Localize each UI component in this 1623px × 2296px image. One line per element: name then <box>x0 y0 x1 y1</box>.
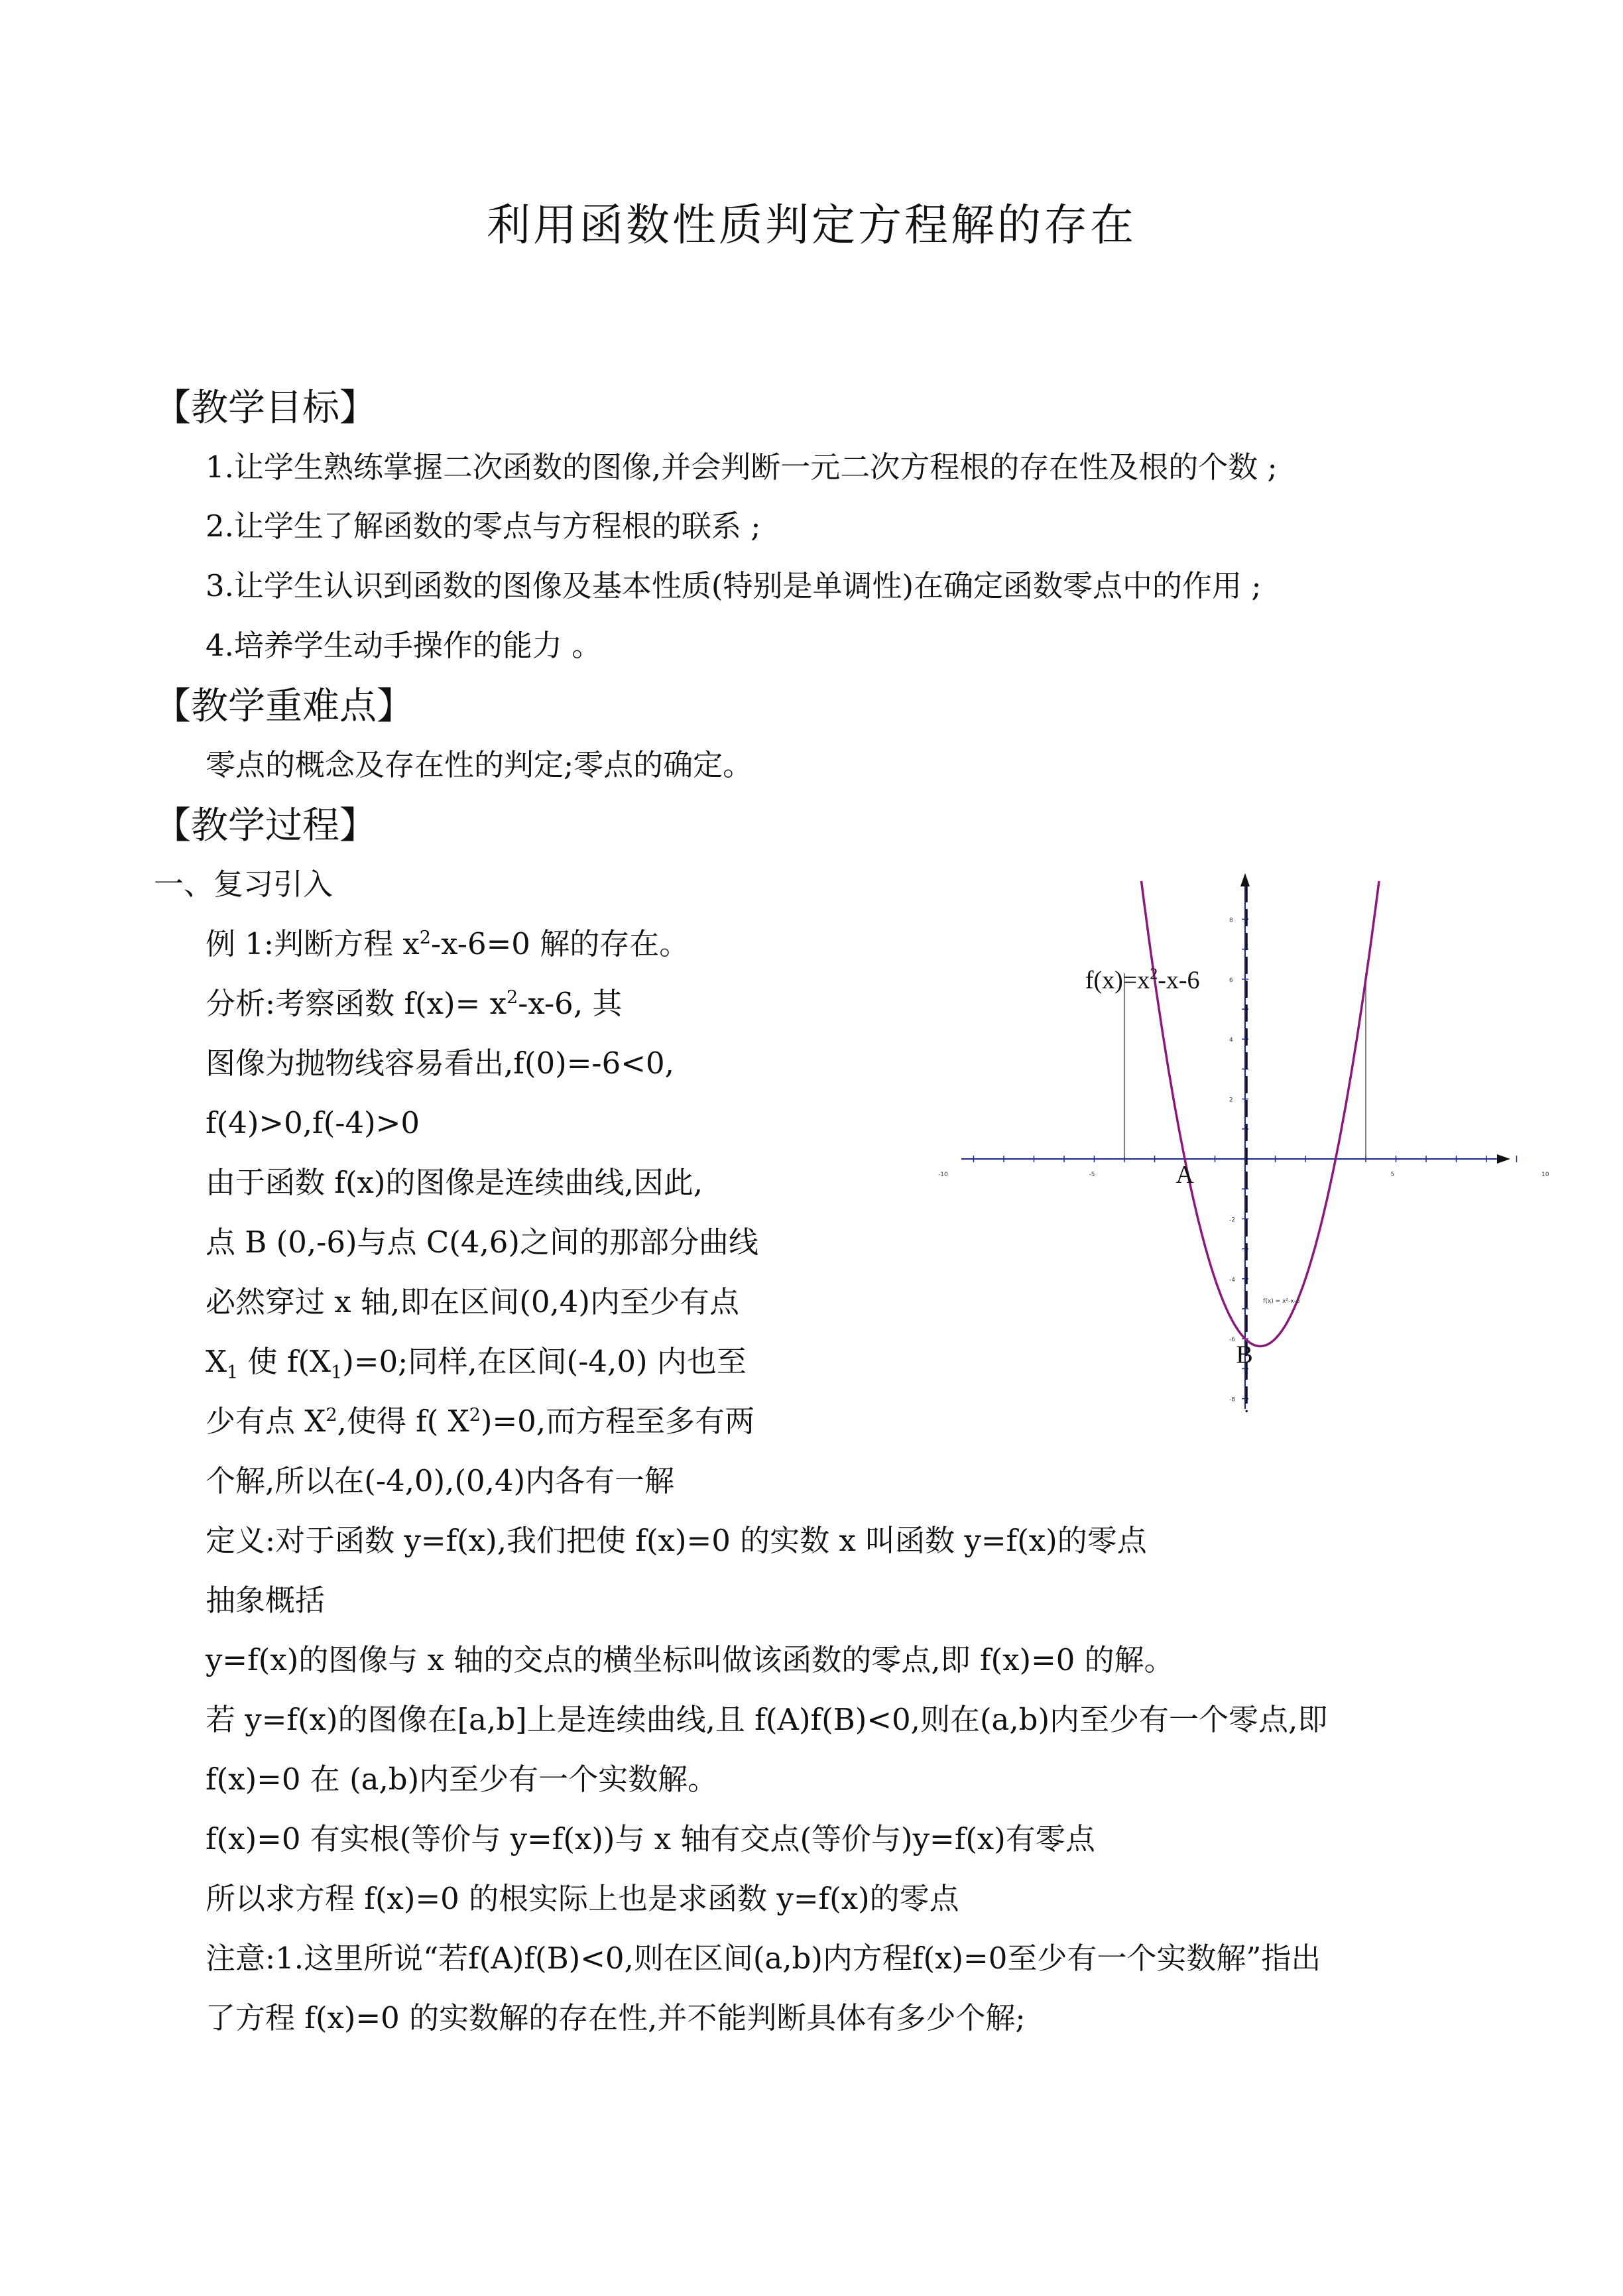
point-a-label: A <box>1175 1161 1194 1189</box>
abstract-heading: 抽象概括 <box>206 1583 326 1618</box>
y-tick-label: 6 <box>1229 977 1233 984</box>
y-tick-label: 8 <box>1229 917 1233 924</box>
body-line-2: 若 y=f(x)的图像在[a,b]上是连续曲线,且 f(A)f(B)<0,则在(a,b)内至少有一个零点,即 <box>206 1702 1328 1737</box>
x-tick-label: -5 <box>1089 1172 1095 1178</box>
example-line-4: f(4)>0,f(-4)>0 <box>206 1105 420 1140</box>
example-line-1: 例 1:判断方程 $x^2-x-6=0$ 解的存在。 <box>206 926 690 961</box>
curve-small-label: f(x) = x²-x-6 <box>1263 1298 1300 1305</box>
key-points-text: 零点的概念及存在性的判定;零点的确定。 <box>206 747 753 782</box>
example-line-6: 点 B (0,-6)与点 C(4,6)之间的那部分曲线 <box>206 1225 758 1260</box>
y-tick-label: -6 <box>1229 1337 1235 1344</box>
part-one-title: 一、复习引入 <box>154 867 333 902</box>
y-tick-label: -4 <box>1229 1276 1235 1284</box>
body-line-3: f(x)=0 在 (a,b)内至少有一个实数解。 <box>206 1762 718 1797</box>
body-line-1: y=f(x)的图像与 x 轴的交点的横坐标叫做该函数的零点,即 f(x)=0 的解。 <box>206 1642 1174 1677</box>
body-line-6: 注意:1.这里所说“若f(A)f(B)<0,则在区间(a,b)内方程f(x)=0至少有一个实数解”指出 <box>206 1941 1321 1976</box>
body-line-7: 了方程 f(x)=0 的实数解的存在性,并不能判断具体有多少个解; <box>206 2000 1026 2035</box>
example-line-8: $X_1$ 使 $f(X_1)=0$;同样,在区间(-4,0) 内也至 <box>206 1344 747 1383</box>
process-heading: 【教学过程】 <box>154 804 377 847</box>
point-b-label: B <box>1236 1341 1253 1369</box>
x-tick-label: -10 <box>938 1172 948 1178</box>
example-line-10: 个解,所以在(-4,0),(0,4)内各有一解 <box>206 1463 675 1498</box>
y-tick-label: -2 <box>1229 1217 1235 1224</box>
goal-item-3: 3.让学生认识到函数的图像及基本性质(特别是单调性)在确定函数零点中的作用 ; <box>206 568 1262 603</box>
y-tick-label: 4 <box>1229 1037 1233 1044</box>
body-line-5: 所以求方程 f(x)=0 的根实际上也是求函数 y=f(x)的零点 <box>206 1881 959 1916</box>
goal-item-1: 1.让学生熟练掌握二次函数的图像,并会判断一元二次方程根的存在性及根的个数 ; <box>206 450 1278 485</box>
goal-item-4: 4.培养学生动手操作的能力 。 <box>206 628 602 663</box>
y-tick-label: -8 <box>1229 1396 1235 1404</box>
y-axis-arrow <box>1240 873 1250 886</box>
page-title: 利用函数性质判定方程解的存在 <box>487 200 1136 251</box>
example-line-7: 必然穿过 x 轴,即在区间(0,4)内至少有点 <box>206 1284 739 1319</box>
example-line-9: 少有点 $X^2$,使得 f( $X^2)=0$,而方程至多有两 <box>206 1404 755 1439</box>
parabola-curve <box>1142 881 1380 1347</box>
key-points-heading: 【教学重难点】 <box>154 685 414 728</box>
example-line-5: 由于函数 f(x)的图像是连续曲线,因此, <box>206 1165 703 1200</box>
x-tick-label: 10 <box>1541 1172 1549 1178</box>
x-axis-arrow <box>1497 1154 1510 1164</box>
body-line-4: f(x)=0 有实根(等价与 y=f(x))与 x 轴有交点(等价与)y=f(x)有零点 <box>206 1821 1095 1856</box>
goals-heading: 【教学目标】 <box>154 387 377 430</box>
example-line-3: 图像为抛物线容易看出,f(0)=-6<0, <box>206 1046 674 1081</box>
example-line-2: 分析:考察函数 $f(x)= x^2-x-6$, 其 <box>206 986 623 1021</box>
y-tick-label: 2 <box>1229 1097 1233 1104</box>
goal-item-2: 2.让学生了解函数的零点与方程根的联系 ; <box>206 509 761 544</box>
definition-line: 定义:对于函数 y=f(x),我们把使 f(x)=0 的实数 x 叫函数 y=f(x)的零点 <box>206 1523 1147 1558</box>
x-tick-label: 5 <box>1390 1172 1395 1178</box>
parabola-graph <box>938 872 1549 1422</box>
function-formula: $f(x)=x^2-x-6$ <box>1085 965 1200 995</box>
